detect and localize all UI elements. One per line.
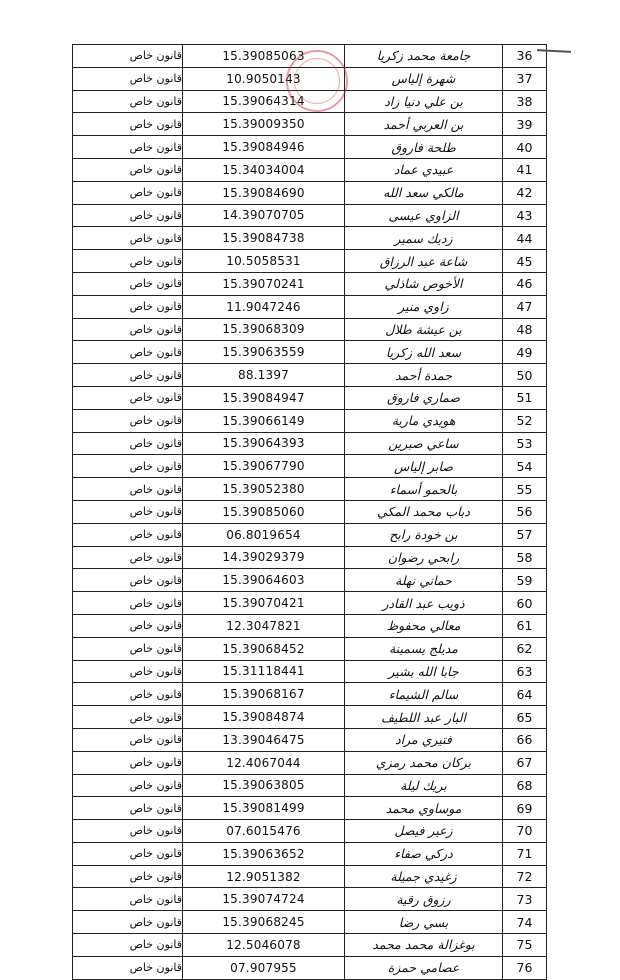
- table-row: [73, 843, 547, 866]
- number-cell: 13.39046475: [183, 729, 345, 751]
- number-cell: 15.39068309: [183, 319, 345, 341]
- status-cell: قانون خاص: [73, 68, 183, 90]
- number-cell: 14.39070705: [183, 205, 345, 227]
- status-cell: قانون خاص: [73, 296, 183, 318]
- status-cell: قانون خاص: [73, 524, 183, 546]
- index-cell: 61: [503, 615, 547, 637]
- status-cell: قانون خاص: [73, 364, 183, 386]
- index-cell: 52: [503, 410, 547, 432]
- number-cell: 15.39068245: [183, 911, 345, 933]
- index-cell: 46: [503, 273, 547, 295]
- name-cell: سعد الله زكريا: [345, 341, 503, 363]
- status-cell: قانون خاص: [73, 934, 183, 956]
- name-cell: فتيري مراد: [345, 729, 503, 751]
- table-row: [73, 319, 547, 342]
- status-cell: قانون خاص: [73, 661, 183, 683]
- number-cell: 15.39063652: [183, 843, 345, 865]
- index-cell: 55: [503, 478, 547, 500]
- status-cell: قانون خاص: [73, 547, 183, 569]
- table-row: [73, 205, 547, 228]
- number-cell: 15.39063805: [183, 775, 345, 797]
- index-cell: 58: [503, 547, 547, 569]
- number-cell: 15.39070241: [183, 273, 345, 295]
- table-row: [73, 410, 547, 433]
- index-cell: 69: [503, 797, 547, 819]
- table-row: [73, 820, 547, 843]
- table-row: [73, 136, 547, 159]
- name-cell: بن عيشة طلال: [345, 319, 503, 341]
- name-cell: طلحة فاروق: [345, 136, 503, 158]
- table-row: [73, 638, 547, 661]
- table-row: [73, 182, 547, 205]
- number-cell: 15.39084690: [183, 182, 345, 204]
- status-cell: قانون خاص: [73, 45, 183, 67]
- index-cell: 62: [503, 638, 547, 660]
- index-cell: 45: [503, 250, 547, 272]
- status-cell: قانون خاص: [73, 820, 183, 842]
- index-cell: 75: [503, 934, 547, 956]
- status-cell: قانون خاص: [73, 866, 183, 888]
- status-cell: قانون خاص: [73, 227, 183, 249]
- table-row: [73, 273, 547, 296]
- number-cell: 15.39052380: [183, 478, 345, 500]
- name-cell: ساعي صبرين: [345, 433, 503, 455]
- status-cell: قانون خاص: [73, 592, 183, 614]
- number-cell: 15.39084874: [183, 706, 345, 728]
- name-cell: دركي صفاء: [345, 843, 503, 865]
- table-row: [73, 683, 547, 706]
- status-cell: قانون خاص: [73, 888, 183, 910]
- index-cell: 48: [503, 319, 547, 341]
- index-cell: 40: [503, 136, 547, 158]
- number-cell: 15.39068167: [183, 683, 345, 705]
- table-row: [73, 364, 547, 387]
- index-cell: 76: [503, 957, 547, 979]
- name-cell: رابحي رضوان: [345, 547, 503, 569]
- index-cell: 51: [503, 387, 547, 409]
- status-cell: قانون خاص: [73, 273, 183, 295]
- number-cell: 15.39009350: [183, 113, 345, 135]
- table-row: [73, 934, 547, 957]
- number-cell: 15.39063559: [183, 341, 345, 363]
- status-cell: قانون خاص: [73, 205, 183, 227]
- table-row: [73, 706, 547, 729]
- status-cell: قانون خاص: [73, 957, 183, 979]
- status-cell: قانون خاص: [73, 706, 183, 728]
- name-cell: حماني نهلة: [345, 569, 503, 591]
- name-cell: زاوي منير: [345, 296, 503, 318]
- status-cell: قانون خاص: [73, 569, 183, 591]
- status-cell: قانون خاص: [73, 410, 183, 432]
- number-cell: 07.907955: [183, 957, 345, 979]
- index-cell: 74: [503, 911, 547, 933]
- table-row: [73, 296, 547, 319]
- name-cell: زعير فيصل: [345, 820, 503, 842]
- status-cell: قانون خاص: [73, 797, 183, 819]
- name-cell: بن علي دنيا زاد: [345, 91, 503, 113]
- table-row: [73, 387, 547, 410]
- name-cell: بن العربي أحمد: [345, 113, 503, 135]
- number-cell: 12.9051382: [183, 866, 345, 888]
- official-stamp: [286, 50, 348, 112]
- index-cell: 67: [503, 752, 547, 774]
- number-cell: 15.39064314: [183, 91, 345, 113]
- table-row: [73, 341, 547, 364]
- table-row: [73, 615, 547, 638]
- status-cell: قانون خاص: [73, 775, 183, 797]
- index-cell: 50: [503, 364, 547, 386]
- name-cell: ذويب عبد القادر: [345, 592, 503, 614]
- name-cell: مديلج يسمينة: [345, 638, 503, 660]
- name-cell: البار عبد اللطيف: [345, 706, 503, 728]
- records-table: [72, 44, 547, 980]
- name-cell: بركان محمد رمزي: [345, 752, 503, 774]
- name-cell: بن خودة رابح: [345, 524, 503, 546]
- status-cell: قانون خاص: [73, 250, 183, 272]
- index-cell: 38: [503, 91, 547, 113]
- status-cell: قانون خاص: [73, 501, 183, 523]
- name-cell: بالحمو أسماء: [345, 478, 503, 500]
- table-row: [73, 159, 547, 182]
- table-row: [73, 797, 547, 820]
- status-cell: قانون خاص: [73, 911, 183, 933]
- name-cell: رزوق رقية: [345, 888, 503, 910]
- name-cell: عصامي حمزة: [345, 957, 503, 979]
- number-cell: 15.39084947: [183, 387, 345, 409]
- number-cell: 15.39081499: [183, 797, 345, 819]
- number-cell: 88.1397: [183, 364, 345, 386]
- name-cell: سالم الشيماء: [345, 683, 503, 705]
- table-row: [73, 775, 547, 798]
- status-cell: قانون خاص: [73, 455, 183, 477]
- table-row: [73, 455, 547, 478]
- number-cell: 15.39085060: [183, 501, 345, 523]
- number-cell: 07.6015476: [183, 820, 345, 842]
- status-cell: قانون خاص: [73, 136, 183, 158]
- table-row: [73, 113, 547, 136]
- name-cell: حمدة أحمد: [345, 364, 503, 386]
- number-cell: 06.8019654: [183, 524, 345, 546]
- number-cell: 15.39066149: [183, 410, 345, 432]
- status-cell: قانون خاص: [73, 638, 183, 660]
- index-cell: 37: [503, 68, 547, 90]
- number-cell: 15.39068452: [183, 638, 345, 660]
- index-cell: 64: [503, 683, 547, 705]
- status-cell: قانون خاص: [73, 843, 183, 865]
- index-cell: 65: [503, 706, 547, 728]
- name-cell: صماري فاروق: [345, 387, 503, 409]
- status-cell: قانون خاص: [73, 91, 183, 113]
- index-cell: 53: [503, 433, 547, 455]
- index-cell: 56: [503, 501, 547, 523]
- number-cell: 10.9050143: [183, 68, 345, 90]
- name-cell: بوغزالة محمد محمد: [345, 934, 503, 956]
- index-cell: 57: [503, 524, 547, 546]
- name-cell: مالكي سعد الله: [345, 182, 503, 204]
- table-row: [73, 250, 547, 273]
- index-cell: 43: [503, 205, 547, 227]
- status-cell: قانون خاص: [73, 341, 183, 363]
- status-cell: قانون خاص: [73, 182, 183, 204]
- status-cell: قانون خاص: [73, 478, 183, 500]
- index-cell: 36: [503, 45, 547, 67]
- index-cell: 47: [503, 296, 547, 318]
- number-cell: 12.3047821: [183, 615, 345, 637]
- index-cell: 73: [503, 888, 547, 910]
- number-cell: 12.5046078: [183, 934, 345, 956]
- table-row: [73, 752, 547, 775]
- status-cell: قانون خاص: [73, 433, 183, 455]
- index-cell: 54: [503, 455, 547, 477]
- name-cell: زغيدي جميلة: [345, 866, 503, 888]
- status-cell: قانون خاص: [73, 159, 183, 181]
- name-cell: جامعة محمد زكريا: [345, 45, 503, 67]
- table-row: [73, 569, 547, 592]
- name-cell: معالي محفوظ: [345, 615, 503, 637]
- name-cell: هويدي مارية: [345, 410, 503, 432]
- index-cell: 39: [503, 113, 547, 135]
- name-cell: زديك سمير: [345, 227, 503, 249]
- number-cell: 15.39070421: [183, 592, 345, 614]
- name-cell: دباب محمد المكي: [345, 501, 503, 523]
- number-cell: 15.31118441: [183, 661, 345, 683]
- index-cell: 66: [503, 729, 547, 751]
- name-cell: جابا الله بشير: [345, 661, 503, 683]
- table-row: [73, 433, 547, 456]
- number-cell: 15.39067790: [183, 455, 345, 477]
- name-cell: شاعة عبد الرزاق: [345, 250, 503, 272]
- status-cell: قانون خاص: [73, 729, 183, 751]
- number-cell: 15.39074724: [183, 888, 345, 910]
- index-cell: 44: [503, 227, 547, 249]
- number-cell: 14.39029379: [183, 547, 345, 569]
- number-cell: 12.4067044: [183, 752, 345, 774]
- status-cell: قانون خاص: [73, 319, 183, 341]
- number-cell: 15.39084946: [183, 136, 345, 158]
- table-row: [73, 592, 547, 615]
- status-cell: قانون خاص: [73, 615, 183, 637]
- number-cell: 15.34034004: [183, 159, 345, 181]
- index-cell: 59: [503, 569, 547, 591]
- status-cell: قانون خاص: [73, 113, 183, 135]
- index-cell: 42: [503, 182, 547, 204]
- index-cell: 72: [503, 866, 547, 888]
- table-row: [73, 729, 547, 752]
- index-cell: 68: [503, 775, 547, 797]
- name-cell: موساوي محمد: [345, 797, 503, 819]
- table-row: [73, 547, 547, 570]
- index-cell: 49: [503, 341, 547, 363]
- table-row: [73, 524, 547, 547]
- index-cell: 71: [503, 843, 547, 865]
- table-row: [73, 957, 547, 980]
- name-cell: عبيدي عماد: [345, 159, 503, 181]
- number-cell: 10.5058531: [183, 250, 345, 272]
- name-cell: بريك ليلة: [345, 775, 503, 797]
- name-cell: بسي رضا: [345, 911, 503, 933]
- index-cell: 70: [503, 820, 547, 842]
- number-cell: 15.39085063: [183, 45, 345, 67]
- table-row: [73, 888, 547, 911]
- number-cell: 15.39064603: [183, 569, 345, 591]
- table-row: [73, 661, 547, 684]
- table-row: [73, 866, 547, 889]
- index-cell: 41: [503, 159, 547, 181]
- number-cell: 15.39064393: [183, 433, 345, 455]
- status-cell: قانون خاص: [73, 387, 183, 409]
- name-cell: صابر إلياس: [345, 455, 503, 477]
- index-cell: 63: [503, 661, 547, 683]
- status-cell: قانون خاص: [73, 752, 183, 774]
- index-cell: 60: [503, 592, 547, 614]
- number-cell: 11.9047246: [183, 296, 345, 318]
- number-cell: 15.39084738: [183, 227, 345, 249]
- status-cell: قانون خاص: [73, 683, 183, 705]
- table-row: [73, 501, 547, 524]
- name-cell: الزاوي عيسى: [345, 205, 503, 227]
- table-row: [73, 911, 547, 934]
- name-cell: الأخوص شاذلي: [345, 273, 503, 295]
- name-cell: شهرة إلياس: [345, 68, 503, 90]
- table-row: [73, 227, 547, 250]
- table-row: [73, 478, 547, 501]
